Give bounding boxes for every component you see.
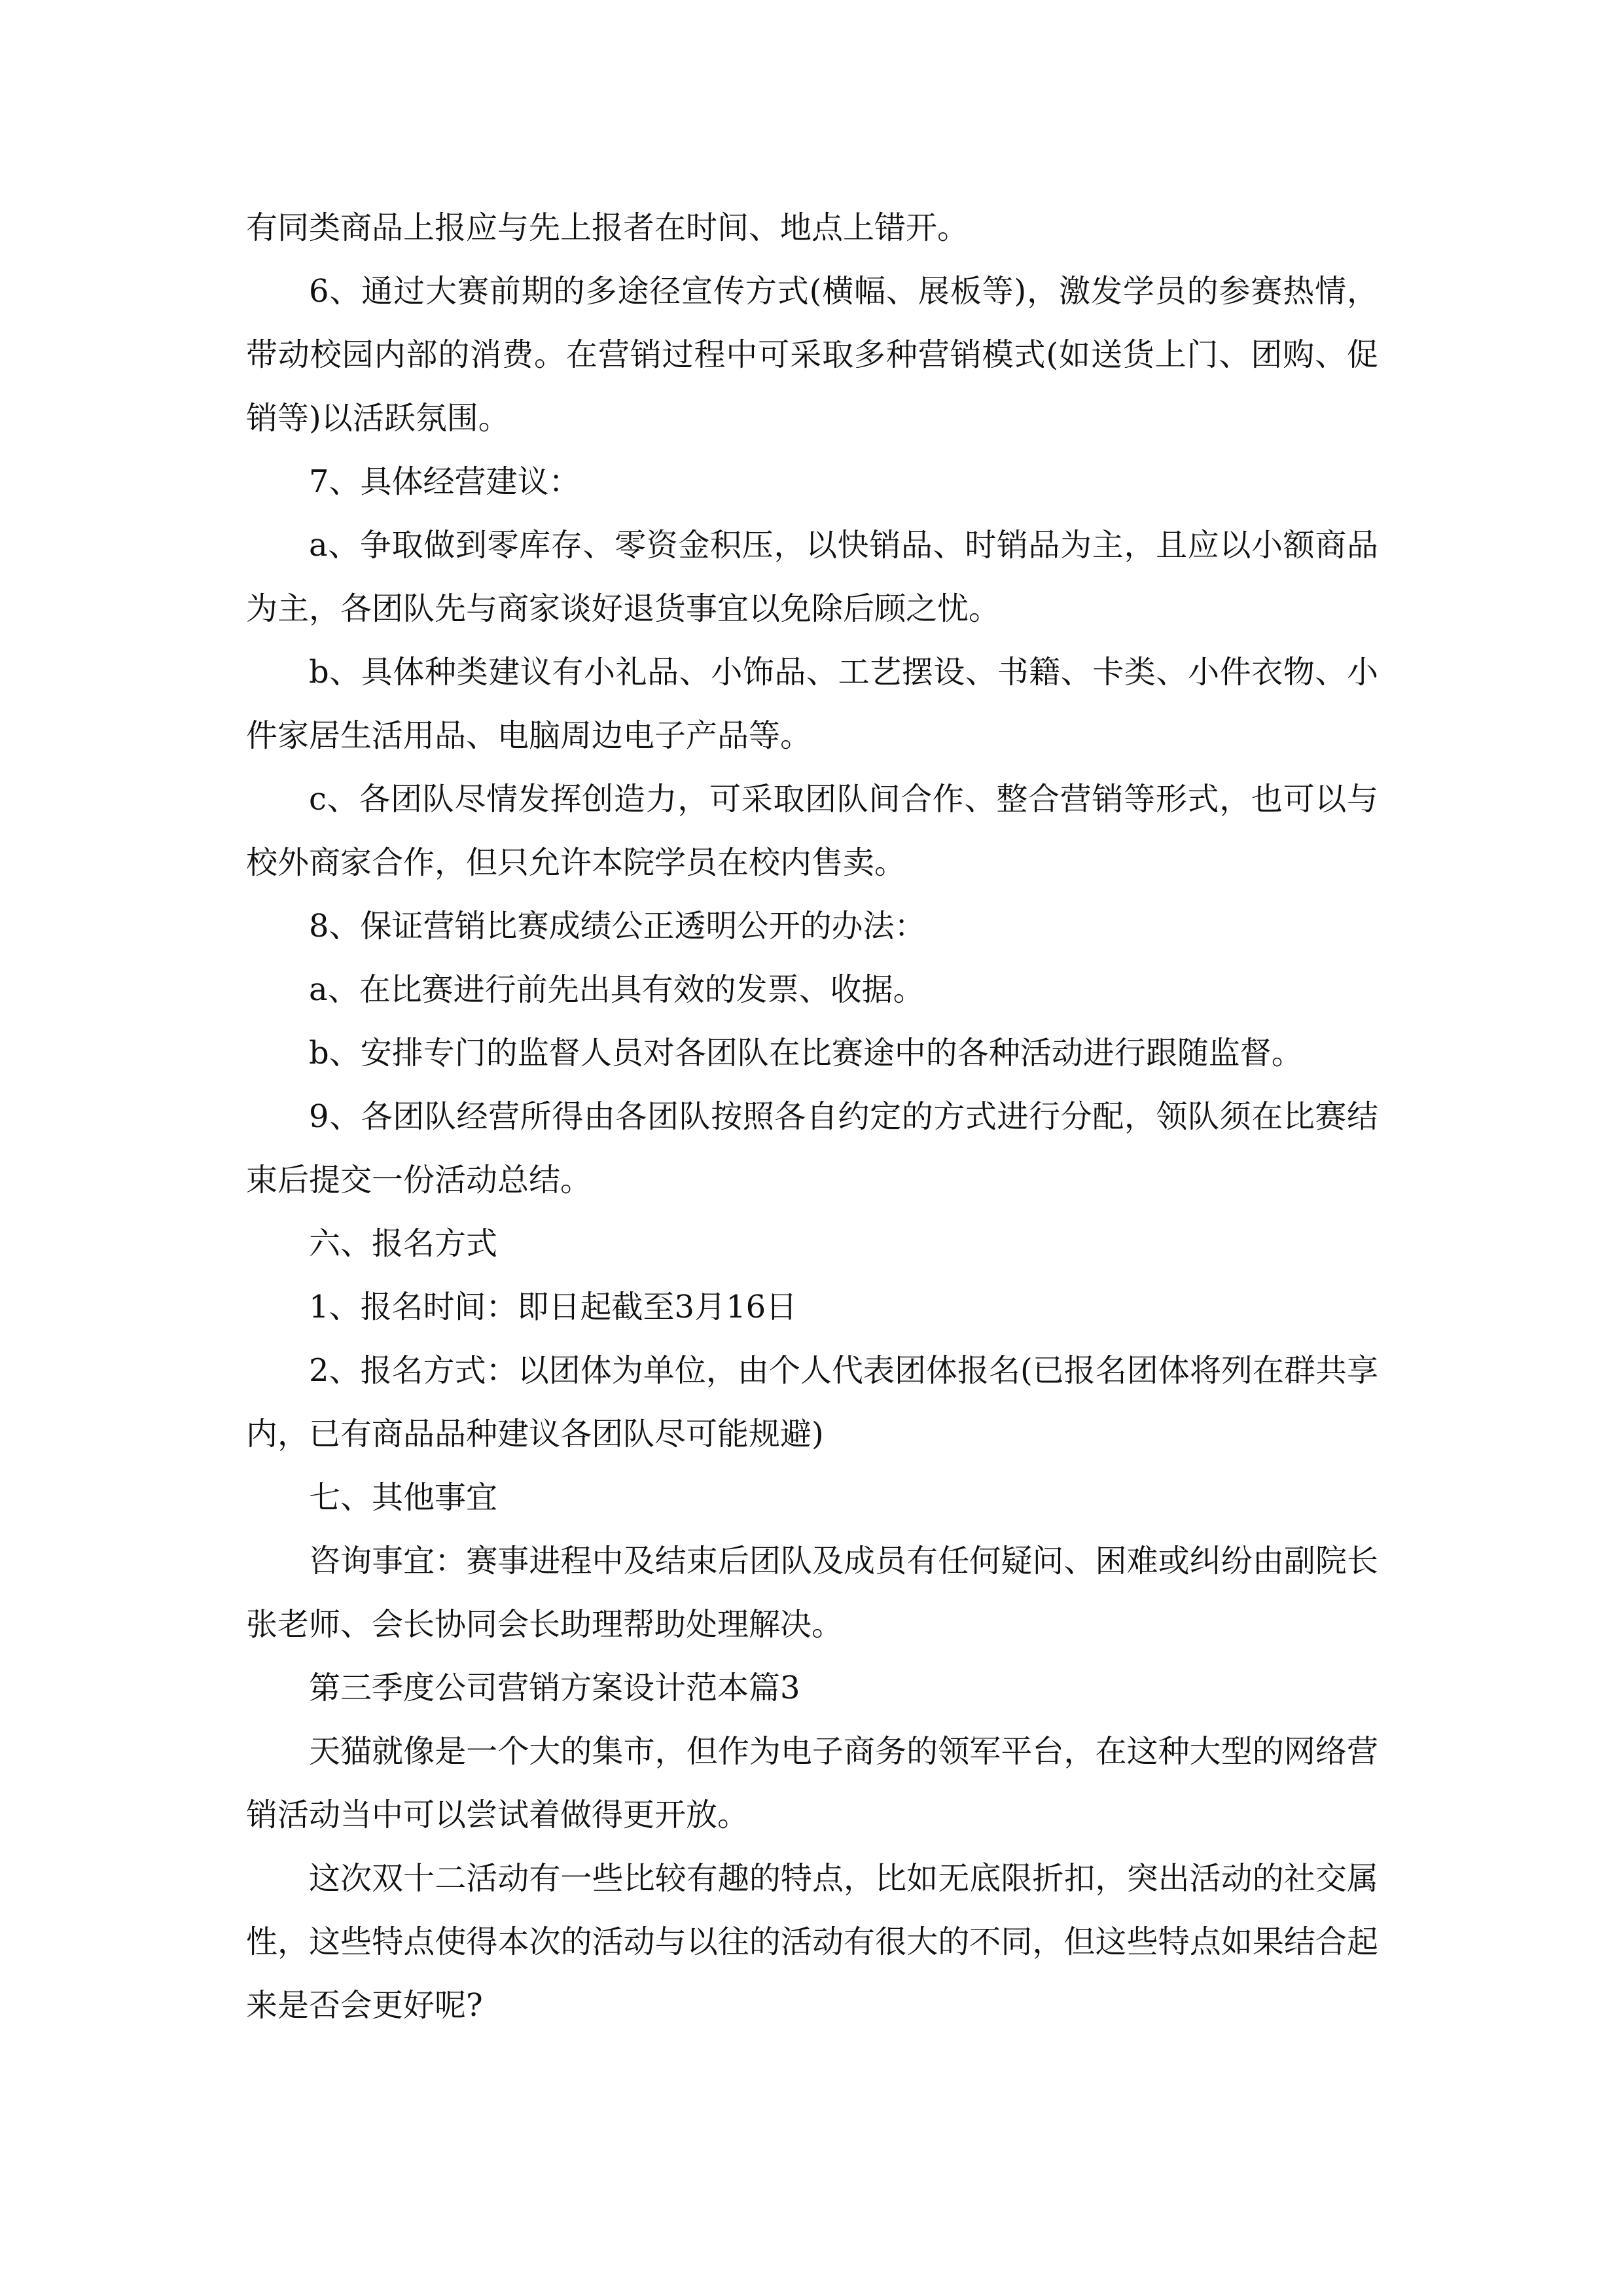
paragraph: 7、具体经营建议： (309, 463, 580, 500)
paragraph: 8、保证营销比赛成绩公正透明公开的办法： (309, 908, 926, 944)
paragraph: c、各团队尽情发挥创造力，可采取团队间合作、整合营销等形式，也可以与校外商家合作，但只允许本院学员在校内售卖。 (246, 781, 1378, 881)
section-heading: 七、其他事宜 (309, 1479, 498, 1516)
paragraph: b、安排专门的监督人员对各团队在比赛途中的各种活动进行跟随监督。 (309, 1035, 1303, 1071)
paragraph: b、具体种类建议有小礼品、小饰品、工艺摆设、书籍、卡类、小件衣物、小件家居生活用品、电脑周边电子产品等。 (246, 654, 1378, 754)
paragraph: 这次双十二活动有一些比较有趣的特点，比如无底限折扣，突出活动的社交属性，这些特点使得本次的活动与以往的活动有很大的不同，但这些特点如果结合起来是否会更好呢? (246, 1860, 1378, 2024)
section-heading: 六、报名方式 (309, 1225, 498, 1262)
paragraph: a、在比赛进行前先出具有效的发票、收据。 (309, 971, 925, 1008)
paragraph: 1、报名时间：即日起截至3月16日 (309, 1289, 798, 1325)
article-title: 第三季度公司营销方案设计范本篇3 (309, 1670, 800, 1706)
paragraph: 6、通过大赛前期的多途径宣传方式(横幅、展板等)，激发学员的参赛热情，带动校园内部的消费。在营销过程中可采取多种营销模式(如送货上门、团购、促销等)以活跃氛围。 (246, 273, 1378, 437)
paragraph: 9、各团队经营所得由各团队按照各自约定的方式进行分配，领队须在比赛结束后提交一份活动总结。 (246, 1098, 1378, 1198)
body-text (246, 196, 1378, 2037)
paragraph: 咨询事宜：赛事进程中及结束后团队及成员有任何疑问、困难或纠纷由副院长张老师、会长协同会长助理帮助处理解决。 (246, 1543, 1378, 1643)
paragraph: a、争取做到零库存、零资金积压，以快销品、时销品为主，且应以小额商品为主，各团队先与商家谈好退货事宜以免除后顾之忧。 (246, 527, 1378, 627)
paragraph: 有同类商品上报应与先上报者在时间、地点上错开。 (246, 209, 969, 246)
paragraph: 天猫就像是一个大的集市，但作为电子商务的领军平台，在这种大型的网络营销活动当中可以尝试着做得更开放。 (246, 1733, 1378, 1833)
paragraph: 2、报名方式：以团体为单位，由个人代表团体报名(已报名团体将列在群共享内，已有商品品种建议各团队尽可能规避) (246, 1352, 1378, 1452)
